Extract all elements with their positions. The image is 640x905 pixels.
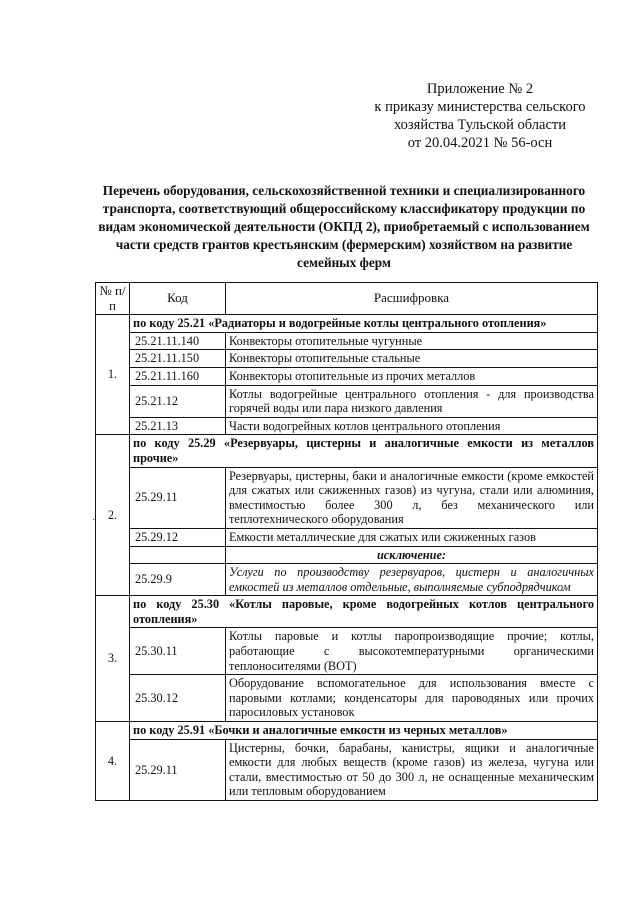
table-row	[96, 564, 598, 596]
annex-number: Приложение № 2	[426, 81, 534, 97]
header-desc: Расшифровка	[226, 283, 598, 315]
exclusion-row	[96, 546, 598, 564]
code-cell: 25.21.12	[130, 385, 226, 417]
table-row	[96, 350, 598, 368]
section-num: 3.	[96, 596, 130, 722]
table-row	[96, 739, 598, 800]
table-row	[96, 467, 598, 528]
code-cell: 25.29.12	[130, 528, 226, 546]
code-cell: 25.29.11	[130, 739, 226, 800]
equipment-table	[95, 282, 598, 801]
code-cell: 25.21.11.150	[130, 350, 226, 368]
table-row	[96, 332, 598, 350]
exclusion-label: исключение:	[226, 546, 598, 564]
desc-cell: Котлы паровые и котлы паропроизводящие прочие; котлы, работающие с высокотемпературными органическими теплоносителями (ВОТ)	[226, 628, 598, 675]
section-1-group-row	[96, 315, 598, 333]
code-cell: 25.29.9	[130, 564, 226, 596]
document-title: Перечень оборудования, сельскохозяйственной техники и специализированного транспорта, соответствующий общероссийскому классификатору продукции по видам экономической деятельности (ОКПД 2), приобретаемый с использованием части средств грантов крестьянским (фермерским) хозяйством на развитие семейных ферм	[98, 183, 590, 270]
code-cell: 25.21.11.160	[130, 367, 226, 385]
group-heading: по коду 25.29 «Резервуары, цистерны и аналогичные емкости из металлов прочие»	[130, 435, 598, 467]
group-heading: по коду 25.30 «Котлы паровые, кроме водогрейных котлов центрального отопления»	[130, 596, 598, 628]
annex-ministry: хозяйства Тульской области	[393, 117, 567, 133]
table-row	[96, 675, 598, 722]
section-4-group-row	[96, 722, 598, 740]
header-num: № п/п	[96, 283, 130, 315]
code-cell: 25.21.11.140	[130, 332, 226, 350]
table-header-row	[96, 283, 598, 315]
scan-mark: ·	[92, 515, 96, 526]
annex-order-ref: к приказу министерства сельского	[374, 99, 586, 115]
code-cell: 25.30.12	[130, 675, 226, 722]
section-num: 2.	[96, 435, 130, 596]
section-num: 1.	[96, 315, 130, 435]
code-cell: 25.21.13	[130, 417, 226, 435]
desc-cell: Конвекторы отопительные стальные	[226, 350, 598, 368]
desc-cell: Конвекторы отопительные из прочих металлов	[226, 367, 598, 385]
annex-heading	[340, 80, 620, 152]
code-cell: 25.29.11	[130, 467, 226, 528]
table-row	[96, 417, 598, 435]
header-code: Код	[130, 283, 226, 315]
desc-cell: Оборудование вспомогательное для использования вместе с паровыми котлами; конденсаторы для пароводяных или прочих паросиловых установок	[226, 675, 598, 722]
table-row	[96, 528, 598, 546]
section-3-group-row	[96, 596, 598, 628]
desc-cell: Емкости металлические для сжатых или сжиженных газов	[226, 528, 598, 546]
section-num: 4.	[96, 722, 130, 801]
section-2-group-row	[96, 435, 598, 467]
desc-cell: Резервуары, цистерны, баки и аналогичные емкости (кроме емкостей для сжатых или сжиженных газов) из чугуна, стали или алюминия, вместимостью более 300 л, без механического или теплотехнического оборудования	[226, 467, 598, 528]
desc-cell: Части водогрейных котлов центрального отопления	[226, 417, 598, 435]
group-heading: по коду 25.91 «Бочки и аналогичные емкости из черных металлов»	[130, 722, 598, 740]
desc-cell: Цистерны, бочки, барабаны, канистры, ящики и аналогичные емкости для любых веществ (кроме газов) из железа, чугуна или стали, вместимостью от 50 до 300 л, не оснащенные механическим или тепловым оборудованием	[226, 739, 598, 800]
table-row	[96, 628, 598, 675]
desc-cell: Котлы водогрейные центрального отопления - для производства горячей воды или пара низкого давления	[226, 385, 598, 417]
exclusion-spacer	[130, 546, 226, 564]
code-cell: 25.30.11	[130, 628, 226, 675]
group-heading: по коду 25.21 «Радиаторы и водогрейные котлы центрального отопления»	[130, 315, 598, 333]
table-row	[96, 385, 598, 417]
annex-date: от 20.04.2021 № 56-осн	[407, 135, 553, 151]
desc-cell: Конвекторы отопительные чугунные	[226, 332, 598, 350]
table-row	[96, 367, 598, 385]
desc-cell: Услуги по производству резервуаров, цистерн и аналогичных емкостей из металлов отдельные, выполняемые субподрядчиком	[226, 564, 598, 596]
